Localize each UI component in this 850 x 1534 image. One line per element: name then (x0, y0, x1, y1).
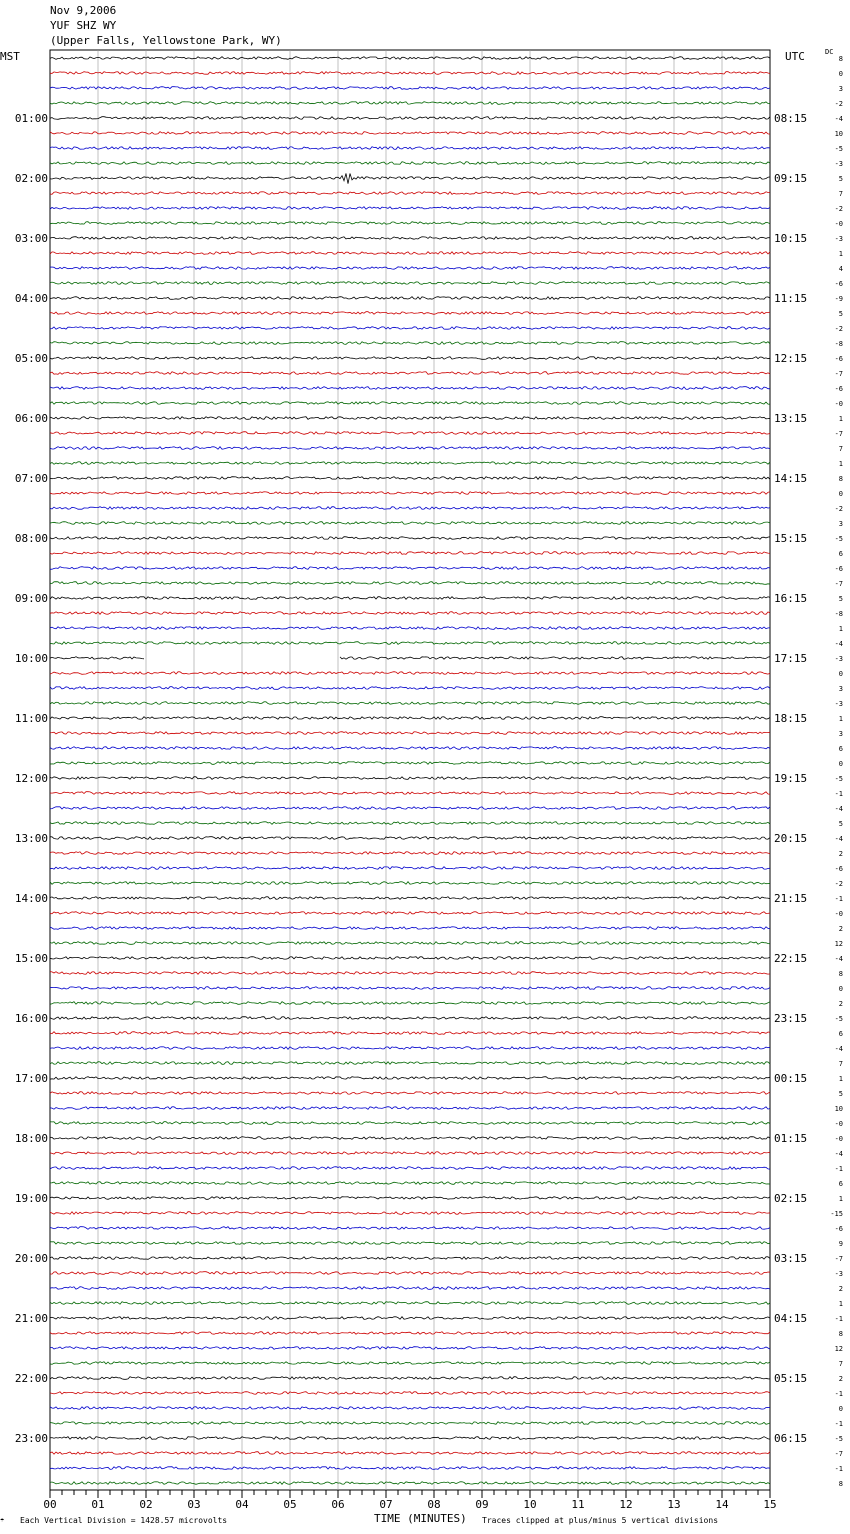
dc-offset-label: 10 (834, 1105, 843, 1113)
right-hour-label: 08:15 (774, 112, 808, 125)
trace-line-9 (50, 192, 770, 195)
scale-note: Each Vertical Division = 1428.57 microvolts (20, 1516, 228, 1525)
dc-offset-label: 3 (838, 85, 843, 93)
left-hour-label: 23:00 (14, 1432, 48, 1445)
station-code: YUF SHZ WY (50, 19, 117, 32)
x-tick-label: 08 (427, 1498, 441, 1511)
dc-offset-label: -5 (834, 535, 843, 543)
trace-line-15 (50, 282, 770, 285)
trace-line-63 (50, 1002, 770, 1005)
trace-line-80 (50, 1257, 770, 1260)
x-tick-label: 13 (667, 1498, 681, 1511)
left-hour-label: 06:00 (14, 412, 48, 425)
left-timezone-label: MST (0, 50, 20, 63)
trace-line-3 (50, 102, 770, 105)
x-tick-label: 12 (619, 1498, 633, 1511)
trace-line-24 (50, 417, 770, 420)
dc-offset-label: 8 (838, 55, 843, 63)
trace-line-4 (50, 117, 770, 120)
dc-offset-label: 0 (838, 490, 843, 498)
right-hour-label: 23:15 (774, 1012, 808, 1025)
dc-offset-label: -3 (834, 700, 843, 708)
dc-offset-label: -6 (834, 385, 843, 393)
right-hour-label: 19:15 (774, 772, 808, 785)
trace-line-60 (50, 957, 770, 960)
left-hour-label: 03:00 (14, 232, 48, 245)
trace-line-26 (50, 447, 770, 450)
trace-line-93 (50, 1452, 770, 1455)
trace-line-66 (50, 1047, 770, 1050)
trace-line-29 (50, 492, 770, 495)
trace-line-23 (50, 402, 770, 405)
trace-line-1 (50, 72, 770, 75)
trace-line-94 (50, 1467, 770, 1470)
dc-offset-label: -7 (834, 580, 843, 588)
dc-offset-label: 8 (838, 970, 843, 978)
left-hour-label: 02:00 (14, 172, 48, 185)
dc-offset-label: -9 (834, 295, 843, 303)
dc-offset-label: -1 (834, 1390, 843, 1398)
dc-offset-label: -2 (834, 205, 843, 213)
right-hour-label: 20:15 (774, 832, 808, 845)
dc-offset-label: 1 (838, 1195, 843, 1203)
trace-line-27 (50, 462, 770, 465)
trace-line-51 (50, 822, 770, 825)
left-hour-label: 01:00 (14, 112, 48, 125)
trace-line-47 (50, 762, 770, 765)
dc-offset-label: -2 (834, 880, 843, 888)
trace-line-81 (50, 1272, 770, 1275)
trace-line-7 (50, 162, 770, 165)
right-hour-label: 11:15 (774, 292, 808, 305)
dc-offset-label: 1 (838, 625, 843, 633)
dc-offset-label: 7 (838, 190, 843, 198)
x-tick-label: 03 (187, 1498, 201, 1511)
dc-offset-label: 5 (838, 1090, 843, 1098)
trace-line-6 (50, 147, 770, 150)
trace-line-62 (50, 987, 770, 990)
dc-offset-label: 12 (834, 1345, 843, 1353)
right-hour-label: 18:15 (774, 712, 808, 725)
right-hour-label: 02:15 (774, 1192, 808, 1205)
dc-offset-label: 5 (838, 310, 843, 318)
trace-line-21 (50, 372, 770, 375)
dc-offset-label: -6 (834, 355, 843, 363)
trace-line-33 (50, 552, 770, 555)
dc-offset-label: -0 (834, 400, 843, 408)
trace-line-31 (50, 522, 770, 525)
trace-line-39 (50, 642, 770, 645)
dc-offset-label: 12 (834, 940, 843, 948)
dc-offset-label: 0 (838, 985, 843, 993)
trace-line-25 (50, 432, 770, 435)
dc-offset-label: 8 (838, 1330, 843, 1338)
dc-offset-label: -3 (834, 655, 843, 663)
dc-offset-label: -1 (834, 895, 843, 903)
right-timezone-label: UTC (785, 50, 805, 63)
right-hour-label: 22:15 (774, 952, 808, 965)
trace-line-57 (50, 912, 770, 915)
dc-offset-label: 4 (838, 265, 843, 273)
dc-offset-label: 9 (838, 1240, 843, 1248)
left-hour-label: 15:00 (14, 952, 48, 965)
right-hour-label: 01:15 (774, 1132, 808, 1145)
right-hour-label: 14:15 (774, 472, 808, 485)
trace-line-10 (50, 207, 770, 210)
dc-offset-label: 2 (838, 1375, 843, 1383)
dc-offset-label: 1 (838, 460, 843, 468)
trace-line-64 (50, 1017, 770, 1020)
dc-offset-label: -1 (834, 1165, 843, 1173)
dc-offset-label: 2 (838, 850, 843, 858)
dc-column-label: DC (825, 48, 834, 56)
dc-offset-label: 6 (838, 550, 843, 558)
trace-line-48 (50, 777, 770, 780)
dc-offset-label: -4 (834, 1150, 843, 1158)
trace-line-37 (50, 612, 770, 615)
left-hour-label: 22:00 (14, 1372, 48, 1385)
x-tick-label: 04 (235, 1498, 249, 1511)
right-hour-label: 04:15 (774, 1312, 808, 1325)
dc-offset-label: -8 (834, 340, 843, 348)
dc-offset-label: 7 (838, 1060, 843, 1068)
trace-line-56 (50, 897, 770, 900)
trace-line-79 (50, 1242, 770, 1245)
trace-line-40 (50, 657, 770, 660)
dc-offset-label: -4 (834, 640, 843, 648)
right-hour-label: 17:15 (774, 652, 808, 665)
x-tick-label: 05 (283, 1498, 297, 1511)
trace-line-86 (50, 1347, 770, 1350)
left-hour-label: 05:00 (14, 352, 48, 365)
dc-offset-label: 0 (838, 1405, 843, 1413)
dc-offset-label: -4 (834, 835, 843, 843)
dc-offset-label: -7 (834, 370, 843, 378)
trace-line-83 (50, 1302, 770, 1305)
trace-line-0 (50, 57, 770, 60)
trace-line-91 (50, 1422, 770, 1425)
dc-offset-label: 8 (838, 475, 843, 483)
trace-line-84 (50, 1317, 770, 1320)
left-hour-label: 08:00 (14, 532, 48, 545)
dc-offset-label: -4 (834, 1045, 843, 1053)
dc-offset-label: -0 (834, 220, 843, 228)
left-hour-label: 12:00 (14, 772, 48, 785)
dc-offset-label: -1 (834, 1465, 843, 1473)
trace-line-42 (50, 687, 770, 690)
clip-note: Traces clipped at plus/minus 5 vertical divisions (482, 1516, 719, 1525)
trace-line-75 (50, 1182, 770, 1185)
right-hour-label: 06:15 (774, 1432, 808, 1445)
trace-line-16 (50, 297, 770, 300)
dc-offset-label: -5 (834, 145, 843, 153)
trace-line-54 (50, 867, 770, 870)
dc-offset-label: -8 (834, 610, 843, 618)
trace-line-11 (50, 222, 770, 225)
trace-line-82 (50, 1287, 770, 1290)
corner-mark-icon: ☂ (0, 1516, 5, 1524)
trace-line-5 (50, 132, 770, 135)
left-hour-label: 11:00 (14, 712, 48, 725)
dc-offset-label: -1 (834, 1420, 843, 1428)
trace-line-71 (50, 1122, 770, 1125)
dc-offset-label: -3 (834, 1270, 843, 1278)
x-tick-label: 10 (523, 1498, 537, 1511)
x-tick-label: 06 (331, 1498, 345, 1511)
dc-offset-label: -3 (834, 160, 843, 168)
x-tick-label: 02 (139, 1498, 153, 1511)
trace-line-92 (50, 1437, 770, 1440)
x-tick-label: 09 (475, 1498, 489, 1511)
trace-line-43 (50, 702, 770, 705)
dc-offset-label: -5 (834, 1015, 843, 1023)
dc-offset-label: -2 (834, 100, 843, 108)
x-tick-label: 15 (763, 1498, 777, 1511)
trace-line-35 (50, 582, 770, 585)
trace-line-95 (50, 1482, 770, 1485)
trace-line-44 (50, 717, 770, 720)
left-hour-label: 20:00 (14, 1252, 48, 1265)
dc-offset-label: -0 (834, 1135, 843, 1143)
left-hour-label: 21:00 (14, 1312, 48, 1325)
trace-line-14 (50, 267, 770, 270)
dc-offset-label: 2 (838, 1285, 843, 1293)
trace-line-49 (50, 792, 770, 795)
trace-line-22 (50, 387, 770, 390)
trace-line-87 (50, 1362, 770, 1365)
dc-offset-label: -2 (834, 325, 843, 333)
trace-line-77 (50, 1212, 770, 1215)
trace-line-61 (50, 972, 770, 975)
trace-line-17 (50, 312, 770, 315)
trace-line-76 (50, 1197, 770, 1200)
trace-line-20 (50, 357, 770, 360)
left-hour-label: 19:00 (14, 1192, 48, 1205)
dc-offset-label: 8 (838, 1480, 843, 1488)
dc-offset-label: 6 (838, 1180, 843, 1188)
left-hour-label: 04:00 (14, 292, 48, 305)
trace-line-53 (50, 852, 770, 855)
right-hour-label: 12:15 (774, 352, 808, 365)
dc-offset-label: 1 (838, 250, 843, 258)
trace-line-55 (50, 882, 770, 885)
trace-line-46 (50, 747, 770, 750)
trace-line-58 (50, 927, 770, 930)
dc-offset-label: 0 (838, 70, 843, 78)
dc-offset-label: 0 (838, 670, 843, 678)
trace-line-34 (50, 567, 770, 570)
trace-line-12 (50, 237, 770, 240)
right-hour-label: 21:15 (774, 892, 808, 905)
trace-line-50 (50, 807, 770, 810)
dc-offset-label: 1 (838, 415, 843, 423)
dc-offset-label: 6 (838, 1030, 843, 1038)
left-hour-label: 16:00 (14, 1012, 48, 1025)
trace-line-18 (50, 327, 770, 330)
trace-line-78 (50, 1227, 770, 1230)
trace-line-85 (50, 1332, 770, 1335)
trace-line-38 (50, 627, 770, 630)
dc-offset-label: 3 (838, 520, 843, 528)
trace-line-59 (50, 942, 770, 945)
right-hour-label: 03:15 (774, 1252, 808, 1265)
dc-offset-label: -3 (834, 235, 843, 243)
left-hour-label: 10:00 (14, 652, 48, 665)
dc-offset-label: 1 (838, 1300, 843, 1308)
trace-line-52 (50, 837, 770, 840)
right-hour-label: 10:15 (774, 232, 808, 245)
trace-line-65 (50, 1032, 770, 1035)
dc-offset-label: -6 (834, 565, 843, 573)
trace-line-32 (50, 537, 770, 540)
x-tick-label: 00 (43, 1498, 57, 1511)
dc-offset-label: -15 (830, 1210, 843, 1218)
x-axis-label: TIME (MINUTES) (374, 1512, 467, 1525)
trace-line-67 (50, 1062, 770, 1065)
right-hour-label: 09:15 (774, 172, 808, 185)
dc-offset-label: 2 (838, 1000, 843, 1008)
right-hour-label: 16:15 (774, 592, 808, 605)
x-tick-label: 11 (571, 1498, 585, 1511)
right-hour-label: 15:15 (774, 532, 808, 545)
dc-offset-label: -2 (834, 505, 843, 513)
trace-line-30 (50, 507, 770, 510)
trace-line-72 (50, 1137, 770, 1140)
x-tick-label: 14 (715, 1498, 729, 1511)
dc-offset-label: 5 (838, 595, 843, 603)
dc-offset-label: 1 (838, 715, 843, 723)
trace-line-73 (50, 1152, 770, 1155)
x-tick-label: 01 (91, 1498, 105, 1511)
trace-line-89 (50, 1392, 770, 1395)
dc-offset-label: -7 (834, 1255, 843, 1263)
left-hour-label: 09:00 (14, 592, 48, 605)
right-hour-label: 05:15 (774, 1372, 808, 1385)
trace-line-45 (50, 732, 770, 735)
dc-offset-label: -1 (834, 790, 843, 798)
dc-offset-label: 0 (838, 760, 843, 768)
dc-offset-label: -0 (834, 910, 843, 918)
left-hour-label: 18:00 (14, 1132, 48, 1145)
dc-offset-label: 6 (838, 745, 843, 753)
trace-line-8 (50, 173, 770, 183)
dc-offset-label: -6 (834, 1225, 843, 1233)
trace-line-69 (50, 1092, 770, 1095)
dc-offset-label: -5 (834, 775, 843, 783)
trace-line-68 (50, 1077, 770, 1080)
dc-offset-label: 2 (838, 925, 843, 933)
dc-offset-label: -6 (834, 280, 843, 288)
trace-line-36 (50, 597, 770, 600)
trace-line-28 (50, 477, 770, 480)
plot-date: Nov 9,2006 (50, 4, 117, 17)
dc-offset-label: -5 (834, 1435, 843, 1443)
dc-offset-label: 5 (838, 175, 843, 183)
dc-offset-label: -0 (834, 1120, 843, 1128)
dc-offset-label: -4 (834, 805, 843, 813)
dc-offset-label: 7 (838, 1360, 843, 1368)
dc-offset-label: 7 (838, 445, 843, 453)
dc-offset-label: 3 (838, 730, 843, 738)
trace-line-90 (50, 1407, 770, 1410)
dc-offset-label: -4 (834, 955, 843, 963)
x-tick-label: 07 (379, 1498, 393, 1511)
left-hour-label: 07:00 (14, 472, 48, 485)
left-hour-label: 13:00 (14, 832, 48, 845)
dc-offset-label: -6 (834, 865, 843, 873)
station-location: (Upper Falls, Yellowstone Park, WY) (50, 34, 282, 47)
right-hour-label: 00:15 (774, 1072, 808, 1085)
dc-offset-label: -1 (834, 1315, 843, 1323)
dc-offset-label: 10 (834, 130, 843, 138)
right-hour-label: 13:15 (774, 412, 808, 425)
dc-offset-label: -7 (834, 430, 843, 438)
trace-line-19 (50, 342, 770, 345)
trace-line-2 (50, 87, 770, 90)
trace-line-70 (50, 1107, 770, 1110)
dc-offset-label: -7 (834, 1450, 843, 1458)
trace-line-88 (50, 1377, 770, 1380)
dc-offset-label: 5 (838, 820, 843, 828)
dc-offset-label: 3 (838, 685, 843, 693)
dc-offset-label: -4 (834, 115, 843, 123)
trace-line-74 (50, 1167, 770, 1170)
left-hour-label: 14:00 (14, 892, 48, 905)
left-hour-label: 17:00 (14, 1072, 48, 1085)
dc-offset-label: 1 (838, 1075, 843, 1083)
trace-line-13 (50, 252, 770, 255)
trace-line-41 (50, 672, 770, 675)
